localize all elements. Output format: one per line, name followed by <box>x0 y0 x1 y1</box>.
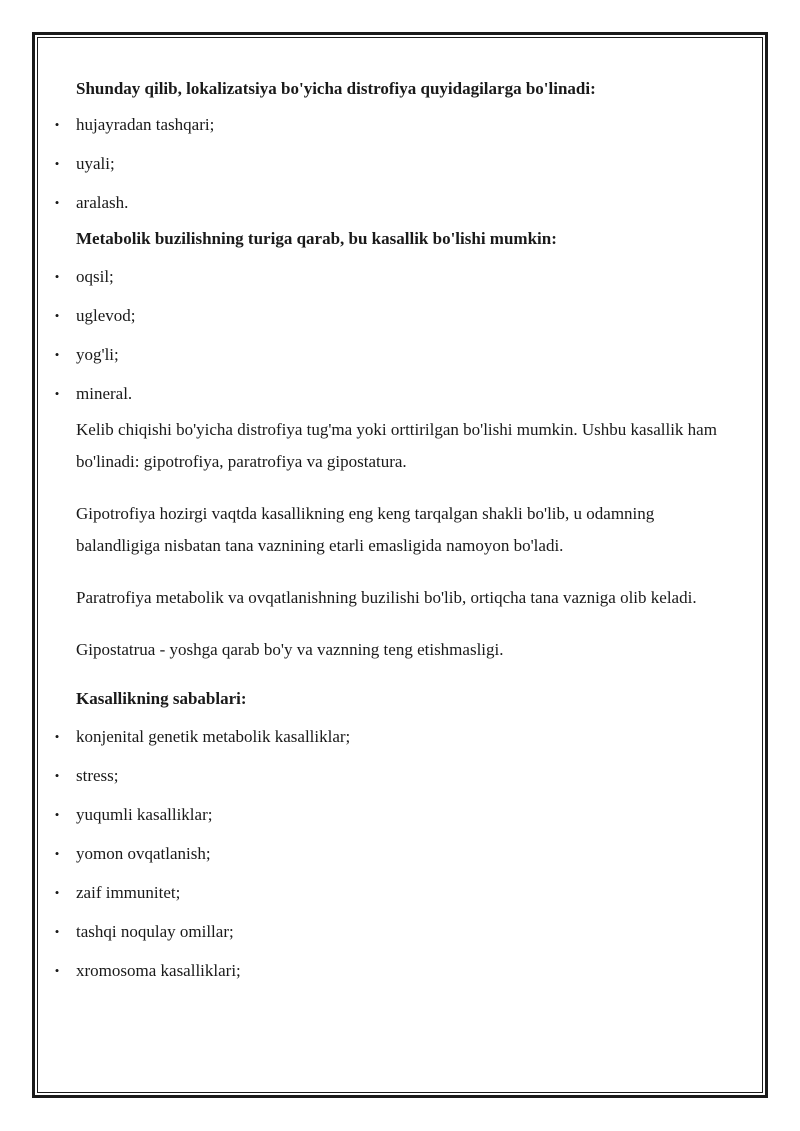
bullet-icon: • <box>54 807 60 822</box>
list-item-text: tashqi noqulay omillar; <box>76 922 234 941</box>
bullet-icon: • <box>54 768 60 783</box>
list-item-text: yomon ovqatlanish; <box>76 844 211 863</box>
bullet-icon: • <box>54 885 60 900</box>
paragraph-hypostatura: Gipostatrua - yoshga qarab bo'y va vaznning teng etishmasligi. <box>76 640 504 659</box>
list-item <box>54 841 726 867</box>
bullet-icon: • <box>54 729 60 744</box>
list-item <box>54 958 726 984</box>
list-item <box>54 724 726 750</box>
bullet-icon: • <box>54 117 60 132</box>
metabolic-list <box>54 264 726 407</box>
bullet-icon: • <box>54 846 60 861</box>
paragraph-paratrophy: Paratrofiya metabolik va ovqatlanishning buzilishi bo'lib, ortiqcha tana vazniga olib keladi. <box>76 588 697 607</box>
list-item-text: zaif immunitet; <box>76 883 181 902</box>
list-item-text: hujayradan tashqari; <box>76 115 215 134</box>
list-item <box>54 381 726 407</box>
localization-list <box>54 112 726 216</box>
list-item-text: mineral. <box>76 384 133 403</box>
bullet-icon: • <box>54 156 60 171</box>
list-item <box>54 151 726 177</box>
list-item-text: uglevod; <box>76 306 136 325</box>
list-item-text: aralash. <box>76 193 129 212</box>
list-item-text: konjenital genetik metabolik kasalliklar; <box>76 727 351 746</box>
paragraph-hypotrophy: Gipotrofiya hozirgi vaqtda kasallikning eng keng tarqalgan shakli bo'lib, u odamning balandligiga nisbatan tana vaznining etarli emasligida namoyon bo'ladi. <box>76 504 655 555</box>
bullet-icon: • <box>54 308 60 323</box>
bullet-icon: • <box>54 269 60 284</box>
list-item <box>54 303 726 329</box>
list-item <box>54 190 726 216</box>
paragraph-origin: Kelib chiqishi bo'yicha distrofiya tug'ma yoki orttirilgan bo'lishi mumkin. Ushbu kasallik ham bo'linadi: gipotrofiya, paratrofiya va gipostatura. <box>76 420 717 471</box>
section-heading-causes: Kasallikning sabablari: <box>76 689 247 708</box>
list-item <box>54 342 726 368</box>
list-item-text: stress; <box>76 766 119 785</box>
bullet-icon: • <box>54 924 60 939</box>
list-item <box>54 112 726 138</box>
list-item-text: oqsil; <box>76 267 114 286</box>
bullet-icon: • <box>54 963 60 978</box>
list-item <box>54 880 726 906</box>
list-item <box>54 802 726 828</box>
list-item-text: yuqumli kasalliklar; <box>76 805 213 824</box>
list-item <box>54 763 726 789</box>
list-item-text: uyali; <box>76 154 115 173</box>
list-item <box>54 919 726 945</box>
bullet-icon: • <box>54 347 60 362</box>
bullet-icon: • <box>54 195 60 210</box>
document-body <box>54 71 726 984</box>
list-item-text: xromosoma kasalliklari; <box>76 961 241 980</box>
section-heading-metabolic: Metabolik buzilishning turiga qarab, bu kasallik bo'lishi mumkin: <box>76 229 557 248</box>
causes-list <box>54 724 726 984</box>
bullet-icon: • <box>54 386 60 401</box>
list-item-text: yog'li; <box>76 345 119 364</box>
list-item <box>54 264 726 290</box>
section-heading-localization: Shunday qilib, lokalizatsiya bo'yicha distrofiya quyidagilarga bo'linadi: <box>76 79 596 98</box>
